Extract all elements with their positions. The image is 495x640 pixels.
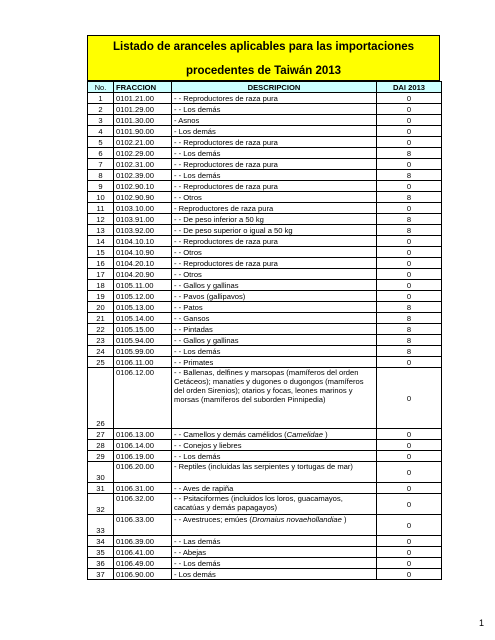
- table-row: [88, 547, 442, 558]
- fraccion-cell: 0103.92.00: [114, 225, 172, 236]
- dai-cell: 0: [377, 494, 442, 515]
- table-row: [88, 335, 442, 346]
- descripcion-cell: - - Otros: [172, 269, 377, 280]
- row-number: 11: [88, 203, 114, 214]
- dai-cell: 0: [377, 558, 442, 569]
- row-number: 29: [88, 451, 114, 462]
- descripcion-cell: - Reproductores de raza pura: [172, 203, 377, 214]
- descripcion-cell: - - Ballenas, delfines y marsopas (mamíferos del orden Cetáceos); manatíes y dugones o dugongos (mamíferos del orden Sirenios); otarios y focas, leones marinos y morsas (mamíferos del suborden Pinnipedia): [172, 368, 377, 429]
- fraccion-cell: 0102.29.00: [114, 148, 172, 159]
- dai-cell: 0: [377, 462, 442, 483]
- descripcion-cell: - - Aves de rapiña: [172, 483, 377, 494]
- dai-cell: 8: [377, 225, 442, 236]
- fraccion-cell: 0106.31.00: [114, 483, 172, 494]
- dai-cell: 0: [377, 440, 442, 451]
- dai-cell: 0: [377, 515, 442, 536]
- fraccion-cell: 0102.21.00: [114, 137, 172, 148]
- row-number: 35: [88, 547, 114, 558]
- descripcion-cell: - - Abejas: [172, 547, 377, 558]
- fraccion-cell: 0105.94.00: [114, 335, 172, 346]
- row-number: 13: [88, 225, 114, 236]
- dai-cell: 0: [377, 104, 442, 115]
- table-row: [88, 357, 442, 368]
- dai-cell: 0: [377, 451, 442, 462]
- row-number: 5: [88, 137, 114, 148]
- descripcion-cell: - - Pintadas: [172, 324, 377, 335]
- table-row: [88, 192, 442, 203]
- dai-cell: 8: [377, 192, 442, 203]
- dai-cell: 8: [377, 324, 442, 335]
- row-number: 2: [88, 104, 114, 115]
- table-row: [88, 462, 442, 483]
- header-dai: DAI 2013: [377, 82, 442, 93]
- table-row: [88, 115, 442, 126]
- fraccion-cell: 0105.12.00: [114, 291, 172, 302]
- row-number: 32: [88, 494, 114, 515]
- row-number: 19: [88, 291, 114, 302]
- title-line-1: Listado de aranceles aplicables para las importaciones: [112, 41, 415, 53]
- fraccion-cell: 0105.14.00: [114, 313, 172, 324]
- dai-cell: 0: [377, 137, 442, 148]
- table-row: [88, 536, 442, 547]
- dai-cell: 0: [377, 357, 442, 368]
- fraccion-cell: 0104.10.10: [114, 236, 172, 247]
- row-number: 24: [88, 346, 114, 357]
- fraccion-cell: 0104.20.90: [114, 269, 172, 280]
- row-number: 33: [88, 515, 114, 536]
- descripcion-cell: - - Pavos (gallipavos): [172, 291, 377, 302]
- fraccion-cell: 0106.12.00: [114, 368, 172, 429]
- descripcion-cell: - Reptiles (incluidas las serpientes y tortugas de mar): [172, 462, 377, 483]
- row-number: 15: [88, 247, 114, 258]
- descripcion-text: - - Camellos y demás camélidos (: [174, 429, 287, 439]
- fraccion-cell: 0105.99.00: [114, 346, 172, 357]
- dai-cell: 0: [377, 536, 442, 547]
- table-row: [88, 104, 442, 115]
- table-row: [88, 258, 442, 269]
- table-row: [88, 225, 442, 236]
- table-row: [88, 203, 442, 214]
- table-row: [88, 126, 442, 137]
- dai-cell: 8: [377, 313, 442, 324]
- descripcion-cell: - - Gallos y gallinas: [172, 280, 377, 291]
- descripcion-cell: - Los demás: [172, 569, 377, 580]
- descripcion-text-end: ): [341, 515, 347, 524]
- table-row: [88, 515, 442, 536]
- fraccion-cell: 0104.10.90: [114, 247, 172, 258]
- dai-cell: 0: [377, 247, 442, 258]
- dai-cell: 8: [377, 302, 442, 313]
- descripcion-cell: - - Reproductores de raza pura: [172, 181, 377, 192]
- dai-cell: 8: [377, 170, 442, 181]
- row-number: 17: [88, 269, 114, 280]
- descripcion-cell: - - Patos: [172, 302, 377, 313]
- dai-cell: 0: [377, 258, 442, 269]
- fraccion-cell: 0106.14.00: [114, 440, 172, 451]
- table-row: [88, 313, 442, 324]
- dai-cell: 0: [377, 269, 442, 280]
- fraccion-cell: 0106.20.00: [114, 462, 172, 483]
- fraccion-cell: 0104.20.10: [114, 258, 172, 269]
- descripcion-cell: - - Los demás: [172, 170, 377, 181]
- row-number: 23: [88, 335, 114, 346]
- fraccion-cell: 0106.11.00: [114, 357, 172, 368]
- table-row: [88, 558, 442, 569]
- fraccion-cell: 0105.11.00: [114, 280, 172, 291]
- row-number: 16: [88, 258, 114, 269]
- fraccion-cell: 0101.30.00: [114, 115, 172, 126]
- scientific-name: Dromaius novaehollandiae: [251, 515, 342, 524]
- table-body: [88, 93, 442, 580]
- table-row: [88, 214, 442, 225]
- fraccion-cell: 0106.32.00: [114, 494, 172, 515]
- fraccion-cell: 0102.39.00: [114, 170, 172, 181]
- row-number: 37: [88, 569, 114, 580]
- row-number: 26: [88, 368, 114, 429]
- dai-cell: 0: [377, 181, 442, 192]
- dai-cell: 0: [377, 115, 442, 126]
- dai-cell: 0: [377, 569, 442, 580]
- row-number: 10: [88, 192, 114, 203]
- fraccion-cell: 0106.39.00: [114, 536, 172, 547]
- descripcion-cell: - - Reproductores de raza pura: [172, 137, 377, 148]
- table-row: [88, 451, 442, 462]
- dai-cell: 8: [377, 148, 442, 159]
- fraccion-cell: 0106.49.00: [114, 558, 172, 569]
- dai-cell: 0: [377, 291, 442, 302]
- descripcion-cell: [172, 429, 377, 440]
- row-number: 30: [88, 462, 114, 483]
- descripcion-text-end: ): [322, 429, 328, 439]
- dai-cell: 0: [377, 280, 442, 291]
- table-row: [88, 93, 442, 104]
- header-no: No.: [88, 82, 114, 93]
- table-row: [88, 170, 442, 181]
- fraccion-cell: 0105.15.00: [114, 324, 172, 335]
- table-row: [88, 346, 442, 357]
- descripcion-cell: - - Conejos y liebres: [172, 440, 377, 451]
- descripcion-cell: - - Otros: [172, 247, 377, 258]
- table-row: [88, 440, 442, 451]
- fraccion-cell: 0102.90.10: [114, 181, 172, 192]
- row-number: 4: [88, 126, 114, 137]
- table-row: [88, 137, 442, 148]
- dai-cell: 0: [377, 483, 442, 494]
- row-number: 1: [88, 93, 114, 104]
- dai-cell: 0: [377, 126, 442, 137]
- descripcion-cell: [172, 515, 377, 536]
- descripcion-cell: - - Los demás: [172, 558, 377, 569]
- table-row: [88, 148, 442, 159]
- dai-cell: 8: [377, 346, 442, 357]
- fraccion-cell: 0102.31.00: [114, 159, 172, 170]
- table-row: [88, 368, 442, 429]
- row-number: 28: [88, 440, 114, 451]
- descripcion-cell: - Los demás: [172, 126, 377, 137]
- row-number: 25: [88, 357, 114, 368]
- descripcion-cell: - - Reproductores de raza pura: [172, 258, 377, 269]
- row-number: 14: [88, 236, 114, 247]
- row-number: 20: [88, 302, 114, 313]
- table-row: [88, 291, 442, 302]
- table-row: [88, 280, 442, 291]
- fraccion-cell: 0105.13.00: [114, 302, 172, 313]
- descripcion-cell: - - De peso superior o igual a 50 kg: [172, 225, 377, 236]
- descripcion-cell: - - De peso inferior a 50 kg: [172, 214, 377, 225]
- table-row: [88, 324, 442, 335]
- dai-cell: 0: [377, 93, 442, 104]
- table-row: [88, 181, 442, 192]
- descripcion-cell: - - Los demás: [172, 346, 377, 357]
- fraccion-cell: 0101.29.00: [114, 104, 172, 115]
- fraccion-cell: 0106.33.00: [114, 515, 172, 536]
- dai-cell: 8: [377, 335, 442, 346]
- row-number: 34: [88, 536, 114, 547]
- row-number: 31: [88, 483, 114, 494]
- descripcion-cell: - - Los demás: [172, 451, 377, 462]
- table-row: [88, 569, 442, 580]
- row-number: 21: [88, 313, 114, 324]
- table-header: [88, 82, 442, 93]
- dai-cell: 0: [377, 236, 442, 247]
- table-row: [88, 159, 442, 170]
- descripcion-cell: - Asnos: [172, 115, 377, 126]
- fraccion-cell: 0103.91.00: [114, 214, 172, 225]
- descripcion-cell: - - Gansos: [172, 313, 377, 324]
- dai-cell: 0: [377, 429, 442, 440]
- descripcion-cell: - - Reproductores de raza pura: [172, 236, 377, 247]
- page-number: 1: [479, 618, 485, 628]
- row-number: 12: [88, 214, 114, 225]
- dai-cell: 0: [377, 547, 442, 558]
- header-descripcion: DESCRIPCION: [172, 82, 377, 93]
- table-row: [88, 494, 442, 515]
- table-row: [88, 302, 442, 313]
- tariff-table: [87, 81, 442, 580]
- row-number: 27: [88, 429, 114, 440]
- scientific-name: Camelidae: [286, 429, 323, 439]
- descripcion-cell: - - Los demás: [172, 104, 377, 115]
- row-number: 18: [88, 280, 114, 291]
- header-fraccion: FRACCION: [114, 82, 172, 93]
- dai-cell: 8: [377, 214, 442, 225]
- fraccion-cell: 0103.10.00: [114, 203, 172, 214]
- dai-cell: 0: [377, 368, 442, 429]
- fraccion-cell: 0106.90.00: [114, 569, 172, 580]
- descripcion-cell: - - Psitaciformes (incluidos los loros, guacamayos, cacatúas y demás papagayos): [172, 494, 377, 515]
- row-number: 6: [88, 148, 114, 159]
- fraccion-cell: 0101.90.00: [114, 126, 172, 137]
- fraccion-cell: 0102.90.90: [114, 192, 172, 203]
- descripcion-cell: - - Reproductores de raza pura: [172, 159, 377, 170]
- row-number: 22: [88, 324, 114, 335]
- table-row: [88, 269, 442, 280]
- table-row: [88, 236, 442, 247]
- row-number: 8: [88, 170, 114, 181]
- descripcion-cell: - - Primates: [172, 357, 377, 368]
- fraccion-cell: 0106.13.00: [114, 429, 172, 440]
- descripcion-cell: - - Las demás: [172, 536, 377, 547]
- table-row: [88, 247, 442, 258]
- descripcion-cell: - - Gallos y gallinas: [172, 335, 377, 346]
- row-number: 3: [88, 115, 114, 126]
- document-title: [87, 35, 440, 81]
- descripcion-cell: - - Reproductores de raza pura: [172, 93, 377, 104]
- table-row: [88, 429, 442, 440]
- title-line-2: procedentes de Taiwán 2013: [185, 65, 342, 77]
- fraccion-cell: 0101.21.00: [114, 93, 172, 104]
- row-number: 36: [88, 558, 114, 569]
- fraccion-cell: 0106.19.00: [114, 451, 172, 462]
- row-number: 7: [88, 159, 114, 170]
- dai-cell: 0: [377, 203, 442, 214]
- table-row: [88, 483, 442, 494]
- row-number: 9: [88, 181, 114, 192]
- fraccion-cell: 0106.41.00: [114, 547, 172, 558]
- descripcion-text: - - Avestruces; emúes (: [174, 515, 252, 524]
- dai-cell: 0: [377, 159, 442, 170]
- descripcion-cell: - - Los demás: [172, 148, 377, 159]
- descripcion-cell: - - Otros: [172, 192, 377, 203]
